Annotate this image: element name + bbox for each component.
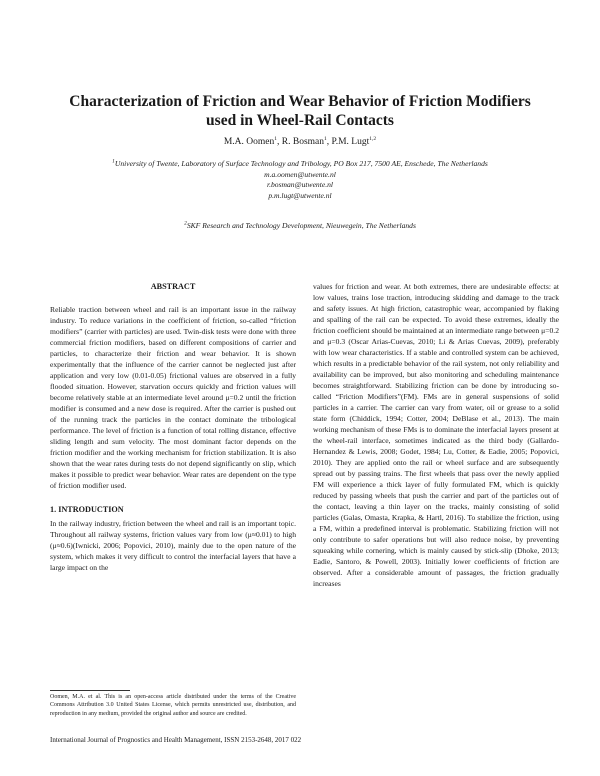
paper-title: Characterization of Friction and Wear Behavior of Friction Modifiers used in Wheel-Rail Contacts (69, 93, 531, 129)
introduction-text: In the railway industry, friction between the wheel and rail is an important topic. Throughout all railway systems, friction values vary from low (μ≈0.01) to high (μ≈0.6)(Iwnicki, 2006; Popovici, 2010), mainly due to the open nature of the system, which makes it very difficult to control the interfacial layers that have a large impact on the (50, 519, 296, 572)
author-affiliation-mark: 1 (274, 135, 278, 142)
affiliation-1 (0, 159, 600, 201)
author-name: P.M. Lugt (331, 137, 370, 147)
affiliation-text: University of Twente, Laboratory of Surface Technology and Tribology, PO Box 217, 7500 AE, Enschede, The Netherlands (114, 159, 488, 168)
author-email: p.m.lugt@utwente.nl (268, 190, 332, 200)
body-text: values for friction and wear. At both extremes, there are undesirable effects: at low values, trains lose traction, introducing skidding and damage to the track and safety issues. At high friction, catastrophic wear, accompanied by flaking and spalling of the rail can be expected. To avoid these extremes, ideally the friction coefficient should be maintained at an intermediate range between μ=0.2 and μ=0.3 (Oscar Arias-Cuevas, 2010; Li & Arias Cuevas, 2009), preferably with low wear characteristics. If a stable and controlled system can be achieved, which results in a predictable behavior of the rail system, not only reliability and availability can be improved, but also monitoring and scheduling maintenance becomes straightforward. Stabilizing friction can be done by introducing so-called “Friction Modifiers”(FM). FMs are in general suspensions of solid particles in a carrier. The carrier can vary from water, oil or grease to a solid state form (Chiddick, 1994; Cotter, 2004; DeBlase et al., 2013). The main working mechanism of these FMs is to dominate the interfacial layers present at the wheel-rail interface, sometimes indicated as the third body (Gallardo-Hernandez & Lewis, 2008; Godet, 1984; Lu, Cotter, & Eadie, 2005; Popovici, 2010). They are applied onto the rail or wheel surface and are subsequently spread out by passing trains. The first wheels that pass over the newly applied FM will experience a thick layer of fully formulated FM, which is quickly reduced by passing wheels that push the carrier and part of the particles out of the contact, leaving a thin layer on the tracks, mainly consisting of solid particles (Galas, Omasta, Krapka, & Hartl, 2016). To stabilize the friction, using a FM, within a predefined interval is problematic. Stabilizing friction will not only contribute to safer operations but will also reduce noise, by preventing squeaking while cornering, which is mainly caused by stick-slip (Dhoke, 2013; Eadie, Santoro, & Powell, 2003). Initially lower coefficients of friction are observed. After a considerable amount of passages, the friction gradually increases (313, 282, 559, 588)
license-footnote: Oomen, M.A. et al. This is an open-access article distributed under the terms of the Creative Commons Attribution 3.0 United States License, which permits unrestricted use, distribution, and reproduction in any medium, provided the original author and source are credited. (50, 694, 296, 717)
author-email: m.a.oomen@utwente.nl (264, 169, 336, 179)
affiliation-mark: 2 (184, 220, 187, 227)
journal-footer: International Journal of Prognostics and Health Management, ISSN 2153-2648, 2017 022 (50, 736, 302, 744)
left-column (50, 281, 296, 573)
author-email: r.bosman@utwente.nl (266, 180, 334, 190)
abstract-heading: ABSTRACT (150, 282, 196, 291)
affiliation-mark: 1 (112, 158, 115, 165)
author-name: M.A. Oomen (223, 137, 275, 147)
affiliation-text: SKF Research and Technology Development, Nieuwegein, The Netherlands (186, 221, 416, 230)
author-name: R. Bosman (281, 137, 324, 147)
author-separator: , (277, 137, 282, 147)
author-affiliation-mark: 1,2 (369, 135, 377, 142)
author-separator: , (326, 137, 332, 147)
author-list (0, 137, 600, 147)
author-affiliation-mark: 1 (324, 135, 327, 142)
introduction-heading: 1. INTRODUCTION (50, 505, 124, 514)
abstract-text: Reliable traction between wheel and rail is an important issue in the railway industry. To reduce variations in the coefficient of friction, so-called “friction modifiers” (carrier with particles) are used. Twin-disk tests were done with three commercial friction modifiers, based on different compositions of carrier and particles, to characterize their friction and wear behavior. It is shown experimentally that the influence of the carrier cannot be neglected just after application and very low (0.01-0.05) frictional values are observed in a fully flooded situation. However, starvation occurs quickly and friction values will become relatively stable at an intermediate level around μ=0.2 until the friction modifier is consumed and a new dose is required. After the carrier is pushed out of the running track the particles in the contact dominate the tribological performance. The level of friction is a function of total rolling distance, effective sliding length and sum velocity. The most dominant factor depends on the friction modifier and the working mechanism for friction stabilization. It is also shown that the wear rates during tests do not depend significantly on slip, which makes it possible to predict wear behavior. Wear rates are dependent on the type of friction modifier used. (50, 305, 296, 490)
affiliation-2 (0, 221, 600, 232)
right-column (313, 281, 559, 589)
footnote-divider (50, 690, 130, 691)
